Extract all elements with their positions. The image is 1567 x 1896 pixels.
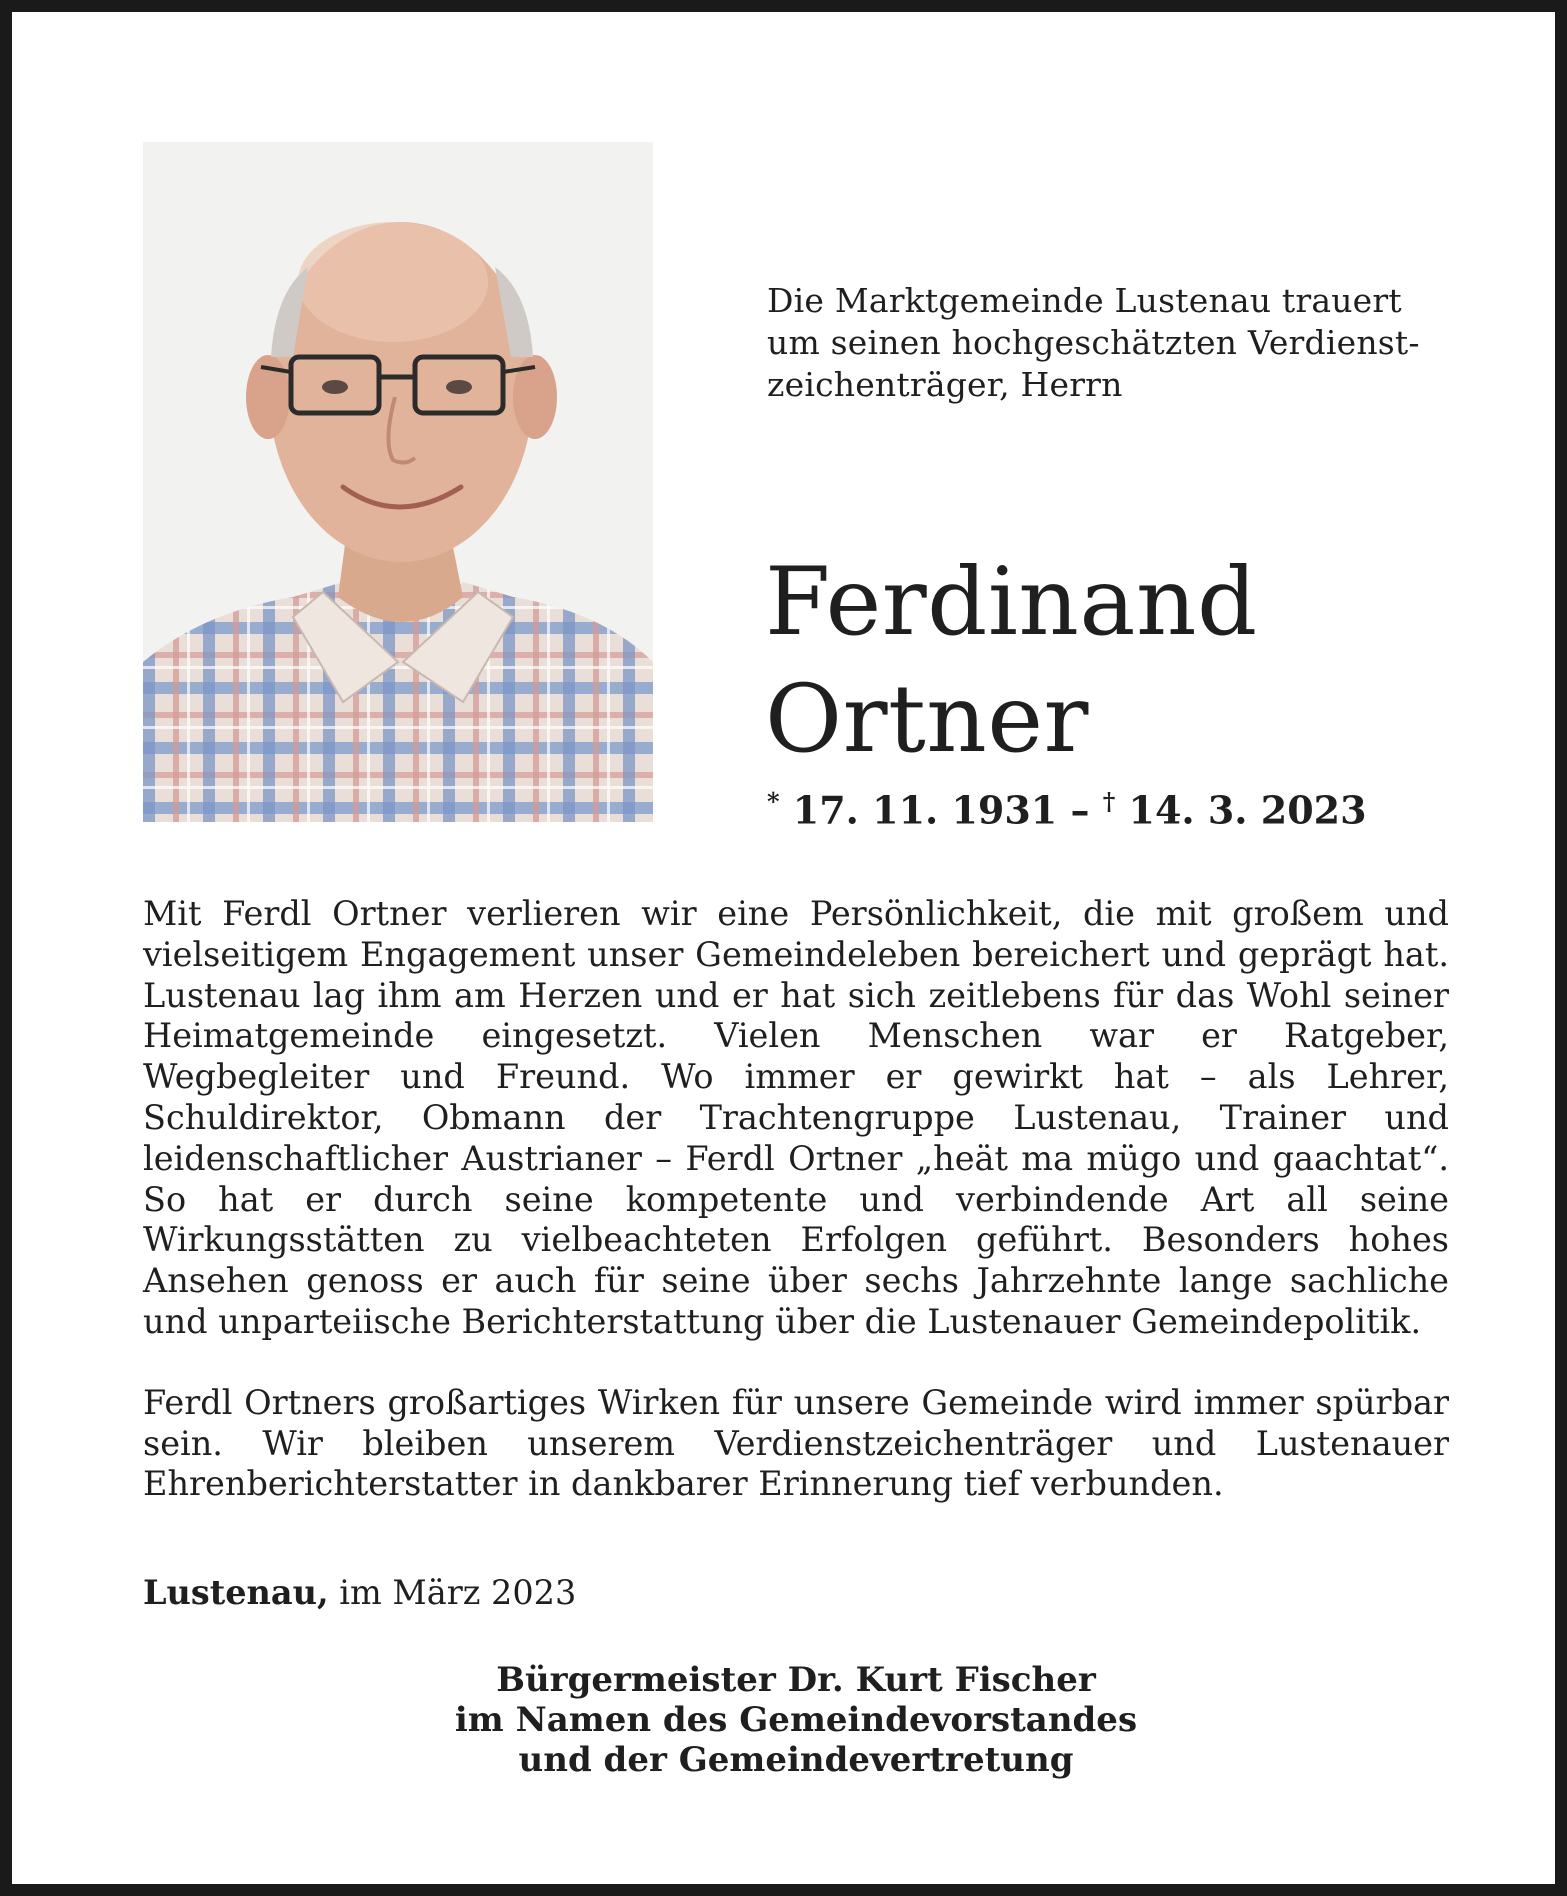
body-paragraph: Mit Ferdl Ortner verlieren wir eine Persönlichkeit, die mit großem und vielseitigem Engagement unser Gemeindeleben bereichert und geprägt hat. Lustenau lag ihm am Herzen und er hat sich zeitlebens für das Wohl seiner Heimatgemeinde eingesetzt. Vielen Menschen war er Ratgeber, Wegbegleiter und Freund. Wo immer er gewirkt hat – als Lehrer, Schuldirektor, Obmann der Trachtengruppe Lustenau, Trainer und leidenschaftlicher Austrianer – Ferdl Ortner „heät ma mügo und gaachtat“. So hat er durch seine kompetente und verbindende Art all seine Wirkungsstätten zu vielbeachteten Erfolgen geführt. Besonders hohes Ansehen genoss er auch für seine über sechs Jahrzehnte lange sachliche und unparteiische Berichterstattung über die Lustenauer Gemeindepolitik. bbox=[143, 894, 1449, 1341]
intro-line: Die Marktgemeinde Lustenau trauert bbox=[767, 281, 1402, 320]
death-date: 14. 3. 2023 bbox=[1128, 787, 1367, 833]
death-mark: † bbox=[1102, 787, 1116, 816]
portrait-photo bbox=[143, 142, 653, 822]
place-and-date bbox=[143, 1573, 576, 1612]
deceased-name bbox=[765, 544, 1258, 778]
place: Lustenau, bbox=[143, 1573, 329, 1612]
birth-mark: * bbox=[767, 787, 780, 816]
date: im März 2023 bbox=[339, 1573, 577, 1612]
first-name: Ferdinand bbox=[765, 548, 1258, 657]
birth-date: 17. 11. 1931 bbox=[792, 787, 1058, 833]
signature-line: und der Gemeindevertretung bbox=[518, 1740, 1074, 1780]
life-dates bbox=[767, 787, 1367, 833]
body-paragraph: Ferdl Ortners großartiges Wirken für unsere Gemeinde wird immer spürbar sein. Wir bleiben unserem Verdienstzeichenträger und Lustenauer Ehrenberichterstatter in dankbarer Erinnerung tief verbunden. bbox=[143, 1382, 1449, 1504]
intro-line: um seinen hochgeschätzten Verdienst- bbox=[767, 323, 1420, 362]
signature-line: im Namen des Gemeindevorstandes bbox=[454, 1700, 1138, 1740]
date-separator: – bbox=[1070, 787, 1090, 833]
intro-text bbox=[767, 280, 1449, 406]
signature-block bbox=[343, 1660, 1249, 1780]
obituary-body bbox=[143, 894, 1449, 1505]
intro-line: zeichenträger, Herrn bbox=[767, 365, 1123, 404]
signature-line: Bürgermeister Dr. Kurt Fischer bbox=[496, 1660, 1096, 1700]
last-name: Ortner bbox=[765, 665, 1089, 774]
